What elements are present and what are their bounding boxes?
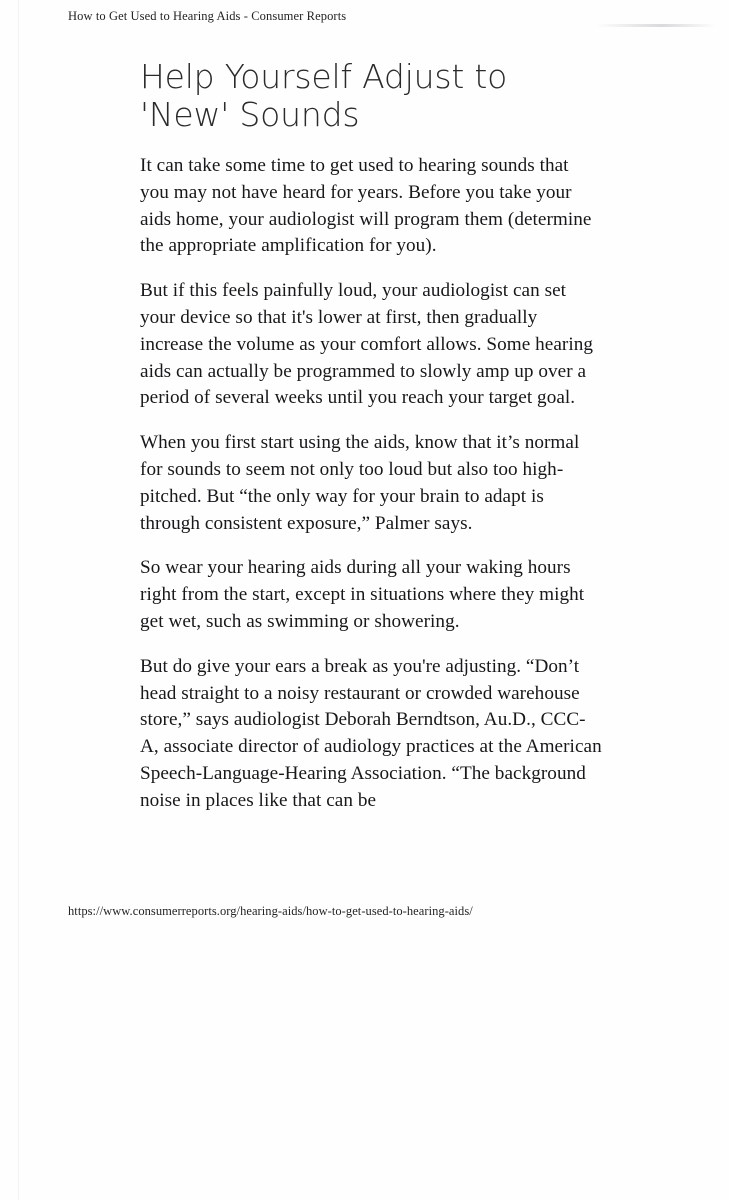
article-paragraph-2: But if this feels painfully loud, your audiologist can set your device so that it's lower at first, then gradually increase the volume as your comfort allows. Some hearing aids can actually be programmed to slowly amp up over a period of several weeks until you reach your target goal. xyxy=(140,280,594,409)
print-header-title: How to Get Used to Hearing Aids - Consumer Reports xyxy=(68,9,347,23)
article-paragraph-5: But do give your ears a break as you're adjusting. “Don’t head straight to a noisy restaurant or crowded warehouse store,” says audiologist Deborah Berndtson, Au.D., CCC-A, associate director of audiology practices at the American Speech-Language-Hearing Association. “The background noise in places like that can be xyxy=(140,655,602,811)
article-paragraph-4: So wear your hearing aids during all your waking hours right from the start, except in situations where they might get wet, such as swimming or showering. xyxy=(140,557,585,632)
page-edge-line xyxy=(18,0,19,1200)
article-container xyxy=(140,58,602,815)
article-body xyxy=(140,153,602,815)
article-paragraph-3: When you first start using the aids, know that it’s normal for sounds to seem not only too loud but also too high-pitched. But “the only way for your brain to adapt is through consistent exposure,” Palmer says. xyxy=(140,432,580,534)
article-paragraph-1: It can take some time to get used to hearing sounds that you may not have heard for years. Before you take your aids home, your audiologist will program them (determine the appropriate amplification for you). xyxy=(140,155,592,257)
article-title: Help Yourself Adjust to 'New' Sounds xyxy=(140,57,508,134)
scan-shadow-artifact xyxy=(596,24,716,27)
print-footer-url: https://www.consumerreports.org/hearing-aids/how-to-get-used-to-hearing-aids/ xyxy=(68,904,473,918)
